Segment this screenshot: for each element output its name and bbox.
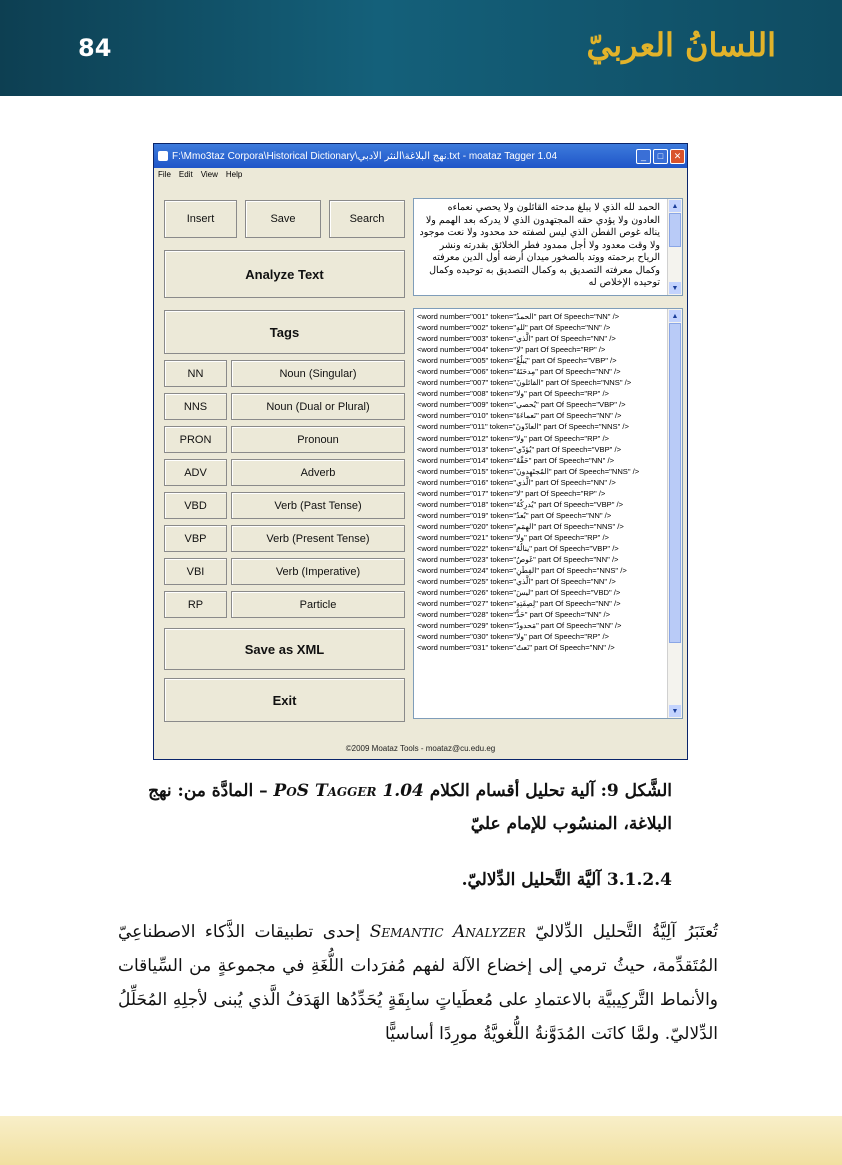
xml-line: <word number="025" token="الَّذي" part Of Speech="NN" />	[417, 577, 616, 587]
save-as-xml-button[interactable]: Save as XML	[164, 628, 405, 670]
app-icon	[158, 151, 168, 161]
xml-line: <word number="023" token="غَوصُ" part Of Speech="NN" />	[417, 555, 619, 565]
tag-code-vbp[interactable]: VBP	[164, 525, 227, 552]
body-en: Semantic Analyzer	[369, 922, 526, 942]
xml-line: <word number="027" token="لِصِفَتِهِ" part Of Speech="NN" />	[417, 599, 621, 609]
exit-button[interactable]: Exit	[164, 678, 405, 722]
tag-code-vbi[interactable]: VBI	[164, 558, 227, 585]
caption-suffix: – المادَّة من: نهج البلاغة، المنسُوب للإمام عليّ	[148, 781, 672, 834]
xml-line: <word number="013" token="يُؤدّي" part Of Speech="VBP" />	[417, 444, 622, 454]
xml-line: <word number="012" token="ولا" part Of Speech="RP" />	[417, 433, 609, 443]
xml-line: <word number="007" token="القائلونَ" part Of Speech="NNS" />	[417, 378, 632, 388]
tag-code-adv[interactable]: ADV	[164, 459, 227, 486]
xml-line: <word number="031" token="نَعتٌ" part Of Speech="NN" />	[417, 643, 615, 653]
page-header	[0, 0, 842, 96]
figure-caption	[112, 775, 672, 841]
menu-file[interactable]: File	[158, 169, 171, 179]
tag-code-rp[interactable]: RP	[164, 591, 227, 618]
xml-line: <word number="022" token="ينالُهُ" part Of Speech="VBP" />	[417, 543, 619, 553]
xml-line: <word number="004" token="لا" part Of Speech="RP" />	[417, 345, 606, 355]
status-bar: ©2009 Moataz Tools - moataz@cu.edu.eg	[345, 743, 496, 753]
xml-line: <word number="030" token="ولا" part Of Speech="RP" />	[417, 632, 609, 642]
tag-label-vbp[interactable]: Verb (Present Tense)	[231, 525, 405, 552]
xml-line: <word number="029" token="مَحدودٌ" part Of Speech="NN" />	[417, 621, 622, 631]
search-button[interactable]: Search	[329, 200, 405, 238]
xml-line: <word number="020" token="الهِمَمِ" part Of Speech="NNS" />	[417, 521, 624, 531]
tag-code-nn[interactable]: NN	[164, 360, 227, 387]
menu-bar	[154, 168, 687, 180]
caption-en: PoS Tagger 1.04	[273, 781, 424, 801]
input-scrollbar[interactable]	[667, 199, 682, 295]
xml-line: <word number="026" token="ليسَ" part Of Speech="VBD" />	[417, 588, 621, 598]
tag-label-pron[interactable]: Pronoun	[231, 426, 405, 453]
xml-line: <word number="005" token="يَبلُغُ" part Of Speech="VBP" />	[417, 356, 617, 366]
tags-button[interactable]: Tags	[164, 310, 405, 354]
tag-label-vbi[interactable]: Verb (Imperative)	[231, 558, 405, 585]
xml-line: <word number="016" token="الَّذي" part Of Speech="NN" />	[417, 477, 616, 487]
tag-label-rp[interactable]: Particle	[231, 591, 405, 618]
scroll-thumb[interactable]	[669, 323, 681, 643]
scroll-down-icon[interactable]: ▼	[669, 705, 681, 717]
input-text-area[interactable]	[413, 198, 683, 296]
analyze-text-button[interactable]: Analyze Text	[164, 250, 405, 298]
xml-line: <word number="015" token="المُجتَهِدونَ" part Of Speech="NNS" />	[417, 466, 640, 476]
window-title: F:\Mmo3taz Corpora\Historical Dictionary\نهج البلاغة\النثر الأدبي.txt - moataz Tagger 1.04	[172, 150, 558, 162]
xml-line: <word number="003" token="الَّذي" part Of Speech="NN" />	[417, 334, 616, 344]
scroll-down-icon[interactable]: ▼	[669, 282, 681, 294]
footer-band	[0, 1116, 842, 1165]
insert-button[interactable]: Insert	[164, 200, 237, 238]
menu-edit[interactable]: Edit	[178, 169, 193, 179]
maximize-icon[interactable]: □	[653, 149, 668, 164]
menu-help[interactable]: Help	[225, 169, 243, 179]
xml-line: <word number="014" token="حَقَّهُ" part Of Speech="NN" />	[417, 455, 615, 465]
xml-line: <word number="028" token="حَدٌّ" part Of Speech="NN" />	[417, 610, 611, 620]
scroll-up-icon[interactable]: ▲	[669, 200, 681, 212]
xml-line: <word number="017" token="لا" part Of Speech="RP" />	[417, 488, 606, 498]
xml-line: <word number="009" token="يُحصي" part Of Speech="VBP" />	[417, 400, 626, 410]
scroll-thumb[interactable]	[669, 213, 681, 247]
xml-line: <word number="019" token="بُعدُ" part Of Speech="NN" />	[417, 510, 612, 520]
body-part1: تُعتَبَرُ آلِيَّةُ التَّحليل الدِّلاليّ	[535, 922, 718, 942]
window-titlebar	[154, 144, 687, 168]
input-text: الحمد لله الذي لا يبلغ مدحته القائلون ولا يحصي نعماءه العادون ولا يؤدي حقه المجتهدون الذي لا يدركه بعد الهمم ولا يناله غوص الفطن الذي ليس لصفته حد محدود ولا نعت موجود ولا وقت معدود ولا أجل ممدود فطر الخلائق بقدرته ونشر الرياح برحمته ووتد بالصخور ميدان أرضه أول الدين معرفته وكمال معرفته التصديق به وكمال التصديق به توحيده وكمال توحيده الإخلاص له	[419, 202, 660, 288]
tagger-window	[153, 143, 688, 760]
caption-prefix: الشَّكل 9: آلية تحليل أقسام الكلام	[429, 781, 672, 801]
body-paragraph	[118, 915, 718, 1051]
xml-line: <word number="018" token="يُدرِكُهُ" part Of Speech="VBP" />	[417, 499, 624, 509]
section-heading	[462, 870, 672, 890]
body-part2: إحدى تطبيقات الذَّكاء الاصطناعِيّ المُتَقدِّمة، حيثُ ترمي إلى إخضاع الآلة لفهم مُفرَدات اللُّغَةِ في مجموعةٍ من السِّياقات والأنماط التَّركِيبيَّة بالاعتمادِ على مُعطَياتٍ سابِقَةٍ يُحَدِّدُها الهَدَفُ الَّذي يُبنى لأجلِهِ المُحَلِّلُ الدِّلاليّ. ولمَّا كانَت المُدَوَّنةُ اللُّغويَّةُ مورِدًا أساسيًّا	[118, 922, 718, 1044]
section-number: 3.1.2.4	[606, 870, 672, 890]
page-number: 84	[78, 34, 112, 62]
xml-output	[414, 309, 682, 653]
xml-output-area[interactable]	[413, 308, 683, 719]
xml-scrollbar[interactable]	[667, 309, 682, 718]
tag-code-vbd[interactable]: VBD	[164, 492, 227, 519]
xml-line: <word number="001" token="الحمدُ" part Of Speech="NN" />	[417, 312, 620, 321]
xml-line: <word number="002" token="للهِ" part Of Speech="NN" />	[417, 323, 611, 333]
minimize-icon[interactable]: _	[636, 149, 651, 164]
xml-line: <word number="021" token="ولا" part Of Speech="RP" />	[417, 532, 609, 542]
tag-code-pron[interactable]: PRON	[164, 426, 227, 453]
tag-label-vbd[interactable]: Verb (Past Tense)	[231, 492, 405, 519]
section-title: آليَّة التَّحليل الدِّلاليّ.	[461, 870, 601, 890]
scroll-up-icon[interactable]: ▲	[669, 310, 681, 322]
tag-label-nns[interactable]: Noun (Dual or Plural)	[231, 393, 405, 420]
xml-line: <word number="006" token="مِدحَتَهُ" part Of Speech="NN" />	[417, 367, 621, 377]
tag-label-adv[interactable]: Adverb	[231, 459, 405, 486]
close-icon[interactable]: ✕	[670, 149, 685, 164]
xml-line: <word number="024" token="الفِطَنِ" part Of Speech="NNS" />	[417, 566, 627, 576]
xml-line: <word number="010" token="نَعماءَهُ" part Of Speech="NN" />	[417, 411, 622, 421]
save-button[interactable]: Save	[245, 200, 321, 238]
tag-label-nn[interactable]: Noun (Singular)	[231, 360, 405, 387]
menu-view[interactable]: View	[200, 169, 218, 179]
journal-logo: اللسانُ العربيّ	[586, 26, 776, 64]
xml-line: <word number="008" token="ولا" part Of Speech="RP" />	[417, 389, 609, 399]
tag-code-nns[interactable]: NNS	[164, 393, 227, 420]
xml-line: <word number="011" token="العادّونَ" part Of Speech="NNS" />	[417, 422, 629, 432]
